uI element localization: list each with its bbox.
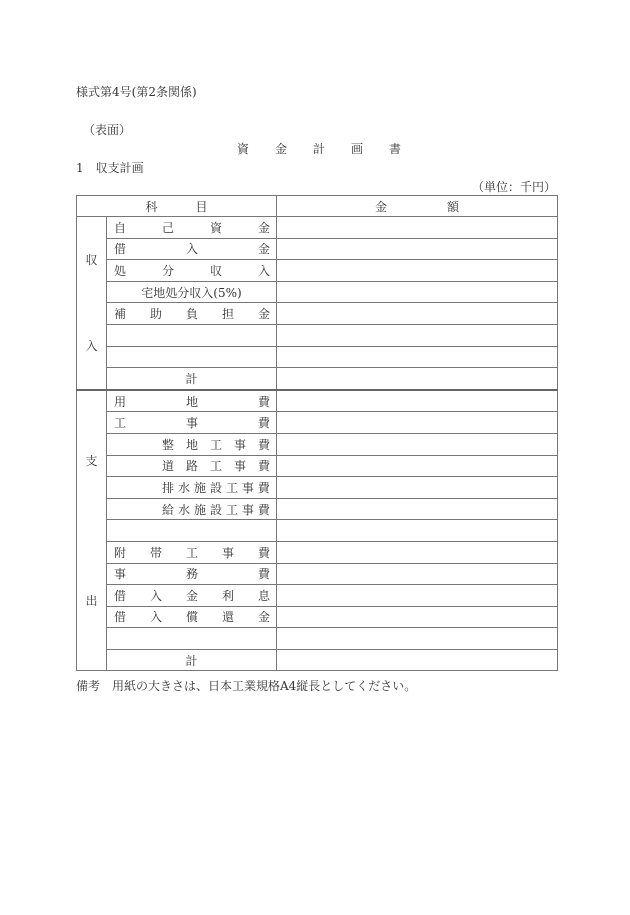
- item-char: 金: [257, 610, 270, 625]
- expense-row: [77, 433, 558, 455]
- expense-amount-cell[interactable]: [277, 390, 558, 412]
- section-heading: 1 収支計画: [76, 161, 144, 175]
- expense-amount-cell[interactable]: [277, 649, 558, 671]
- expense-amount-cell[interactable]: [277, 563, 558, 585]
- income-row: [77, 303, 558, 325]
- title-char: 金: [275, 142, 288, 156]
- form-number: 様式第4号(第2条関係): [76, 85, 197, 99]
- income-row: [77, 238, 558, 260]
- item-char: 施: [193, 480, 206, 495]
- income-category-label: [77, 217, 107, 390]
- item-char: 事: [114, 567, 127, 582]
- category-char: 収: [85, 253, 98, 268]
- item-char: 費: [257, 567, 270, 582]
- income-row: [77, 260, 558, 282]
- item-char: 事: [221, 545, 234, 560]
- item-char: 費: [257, 545, 270, 560]
- item-char: 設: [209, 502, 222, 517]
- expense-category-label: [77, 390, 107, 671]
- item-char: 路: [185, 459, 198, 474]
- expense-item-name: [107, 585, 277, 607]
- category-char: 入: [85, 339, 98, 354]
- expense-item-name: [107, 477, 277, 499]
- item-char: 事: [241, 480, 254, 495]
- remarks-note: 備考 用紙の大きさは、日本工業規格A4縦長としてください。: [76, 679, 417, 693]
- item-char: 水: [177, 502, 190, 517]
- item-char: 附: [114, 545, 127, 560]
- income-amount-cell[interactable]: [277, 281, 558, 303]
- expense-item-name: [107, 498, 277, 520]
- expense-row: [77, 412, 558, 434]
- item-char: 施: [193, 502, 206, 517]
- item-char: 自: [114, 220, 127, 235]
- expense-item-name: [107, 412, 277, 434]
- unit-label: （単位：千円）: [471, 180, 556, 194]
- document-title: [237, 140, 427, 157]
- income-item-name: [107, 238, 277, 260]
- expense-amount-cell[interactable]: [277, 606, 558, 628]
- title-char: 書: [389, 142, 402, 156]
- income-item-name: [107, 260, 277, 282]
- income-item-name: 宅地処分収入(5%): [107, 281, 277, 303]
- title-char: 計: [313, 142, 326, 156]
- item-char: 工: [209, 437, 222, 452]
- item-char: 工: [225, 502, 238, 517]
- item-char: 息: [257, 588, 270, 603]
- item-char: 担: [221, 307, 234, 322]
- income-item-name: [107, 217, 277, 239]
- expense-row: [77, 541, 558, 563]
- expense-row: [77, 455, 558, 477]
- income-row: [77, 281, 558, 303]
- item-char: 地: [185, 394, 198, 409]
- expense-item-name: [107, 606, 277, 628]
- item-char: 助: [149, 307, 162, 322]
- expense-row: [77, 606, 558, 628]
- item-char: 入: [185, 242, 198, 257]
- income-row: [77, 368, 558, 390]
- expense-amount-cell[interactable]: [277, 433, 558, 455]
- item-char: 還: [221, 610, 234, 625]
- item-char: 費: [257, 437, 270, 452]
- expense-amount-cell[interactable]: [277, 498, 558, 520]
- item-char: 費: [257, 459, 270, 474]
- header-char: 目: [195, 199, 208, 214]
- item-char: 入: [149, 610, 162, 625]
- item-char: 工: [225, 480, 238, 495]
- item-char: 排: [162, 480, 175, 495]
- title-char: 資: [237, 142, 250, 156]
- expense-item-name: [107, 433, 277, 455]
- item-char: 地: [185, 437, 198, 452]
- income-item-name: 計: [107, 368, 277, 390]
- item-char: 事: [185, 416, 198, 431]
- expense-row: [77, 498, 558, 520]
- income-row: [77, 217, 558, 239]
- expense-item-name: [107, 455, 277, 477]
- category-char: 出: [85, 594, 98, 609]
- expense-amount-cell[interactable]: [277, 455, 558, 477]
- item-char: 工: [114, 416, 127, 431]
- income-expense-table: [76, 195, 558, 671]
- expense-row: [77, 390, 558, 412]
- item-char: 事: [241, 502, 254, 517]
- item-char: 処: [114, 263, 127, 278]
- income-amount-cell[interactable]: [277, 260, 558, 282]
- item-char: 工: [185, 545, 198, 560]
- item-char: 借: [114, 588, 127, 603]
- item-char: 道: [162, 459, 175, 474]
- item-char: 資: [209, 220, 222, 235]
- expense-amount-cell[interactable]: [277, 628, 558, 650]
- expense-row: [77, 628, 558, 650]
- item-char: 金: [257, 242, 270, 257]
- expense-item-name: 計: [107, 649, 277, 671]
- item-char: 金: [257, 307, 270, 322]
- expense-item-name: [107, 541, 277, 563]
- income-item-name: [107, 324, 277, 346]
- income-row: [77, 346, 558, 368]
- category-char: 支: [85, 454, 98, 469]
- item-char: 務: [185, 567, 198, 582]
- income-amount-cell[interactable]: [277, 238, 558, 260]
- item-char: 費: [257, 502, 270, 517]
- expense-item-name: [107, 390, 277, 412]
- item-char: 事: [233, 437, 246, 452]
- item-char: 費: [257, 480, 270, 495]
- income-item-name: [107, 303, 277, 325]
- expense-amount-cell[interactable]: [277, 412, 558, 434]
- item-char: 工: [209, 459, 222, 474]
- table-header-row: [77, 196, 558, 217]
- item-char: 金: [257, 220, 270, 235]
- income-amount-cell[interactable]: [277, 217, 558, 239]
- header-char: 金: [374, 199, 387, 214]
- item-char: 入: [149, 588, 162, 603]
- item-char: 金: [185, 588, 198, 603]
- item-char: 己: [161, 220, 174, 235]
- expense-amount-cell[interactable]: [277, 585, 558, 607]
- item-char: 水: [177, 480, 190, 495]
- income-amount-cell[interactable]: [277, 324, 558, 346]
- subject-header: [77, 196, 277, 217]
- income-amount-cell[interactable]: [277, 346, 558, 368]
- header-char: 科: [145, 199, 158, 214]
- item-char: 整: [162, 437, 175, 452]
- item-char: 借: [114, 242, 127, 257]
- item-char: 設: [209, 480, 222, 495]
- item-char: 帯: [149, 545, 162, 560]
- expense-item-name: [107, 628, 277, 650]
- income-amount-cell[interactable]: [277, 303, 558, 325]
- title-char: 画: [351, 142, 364, 156]
- expense-row: [77, 585, 558, 607]
- income-row: [77, 324, 558, 346]
- expense-item-name: [107, 563, 277, 585]
- item-char: 収: [209, 263, 222, 278]
- expense-row: [77, 520, 558, 542]
- header-char: 額: [447, 199, 460, 214]
- item-char: 用: [114, 394, 127, 409]
- expense-amount-cell[interactable]: [277, 541, 558, 563]
- item-char: 費: [257, 394, 270, 409]
- amount-header: [277, 196, 558, 217]
- item-char: 補: [114, 307, 127, 322]
- item-char: 分: [161, 263, 174, 278]
- item-char: 事: [233, 459, 246, 474]
- item-char: 利: [221, 588, 234, 603]
- income-item-name: [107, 346, 277, 368]
- item-char: 給: [162, 502, 175, 517]
- item-char: 負: [185, 307, 198, 322]
- item-char: 借: [114, 610, 127, 625]
- item-char: 費: [257, 416, 270, 431]
- face-label: （表面）: [83, 123, 132, 137]
- expense-amount-cell[interactable]: [277, 520, 558, 542]
- expense-row: [77, 477, 558, 499]
- expense-amount-cell[interactable]: [277, 477, 558, 499]
- expense-item-name: [107, 520, 277, 542]
- item-char: 償: [185, 610, 198, 625]
- expense-row: [77, 563, 558, 585]
- item-char: 入: [257, 263, 270, 278]
- income-amount-cell[interactable]: [277, 368, 558, 390]
- expense-row: [77, 649, 558, 671]
